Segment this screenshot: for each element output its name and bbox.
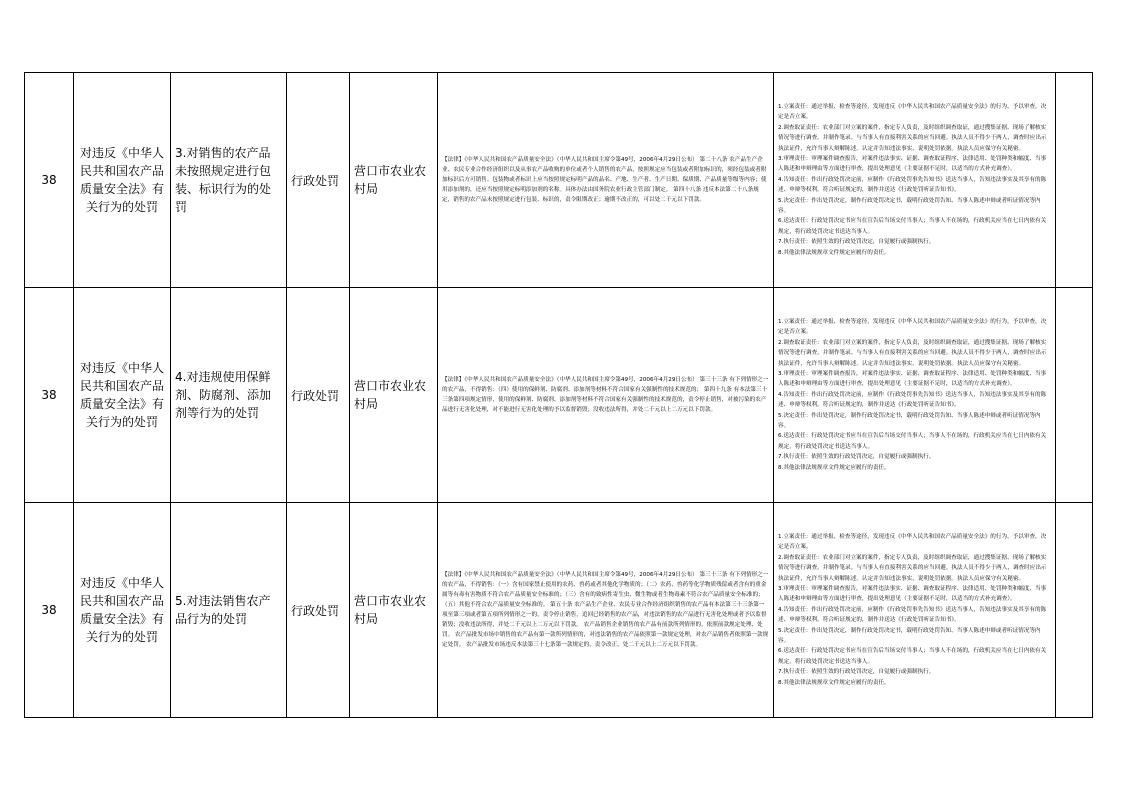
row-number: 38 [25, 503, 74, 718]
responsibility-item: 5.决定责任：作出处罚决定，制作行政处罚决定书，载明行政处罚告知、当事人陈述申辩或者听证情况等内容。 [778, 412, 1041, 430]
department: 营口市农业农村局 [350, 503, 438, 718]
sub-item-name: 5.对违法销售农产品行为的处罚 [171, 503, 287, 718]
responsibility-item: 4.告知责任：作出行政处罚决定前，应制作《行政处罚事先告知书》送达当事人，告知违法事实及其享有的陈述、申辩等权利。符合听证规定的，制作并送达《行政处罚听证告知书》。 [778, 176, 1047, 194]
item-name: 对违反《中华人民共和国农产品质量安全法》有关行为的处罚 [74, 503, 171, 718]
responsibility-item: 7.执行责任：依照生效的行政处罚决定，自觉履行或强制执行。 [778, 669, 935, 676]
row-number: 38 [25, 288, 74, 503]
responsibility-item: 6.送达责任：行政处罚决定书应当在宣告后当场交付当事人；当事人不在场的，行政机关应当在七日内依有关规定，将行政处罚决定书送达当事人。 [778, 433, 1047, 450]
sub-item-name: 3.对销售的农产品未按照规定进行包装、标识行为的处罚 [171, 73, 287, 288]
power-list-table [24, 72, 1093, 718]
item-name: 对违反《中华人民共和国农产品质量安全法》有关行为的处罚 [74, 73, 171, 288]
responsibility-item: 3.审理责任：审理案件调查报告，对案件违法事实、证据、调查取证程序、法律适用、处罚种类和幅度、当事人陈述和申辩理由等方面进行审查，提出处理意见（主要证据不足时，以适当的方式补充调查）。 [778, 585, 1047, 603]
responsibility-item: 7.执行责任：依照生效的行政处罚决定，自觉履行或强制执行。 [778, 239, 935, 246]
responsibility-list [774, 503, 1056, 718]
responsibility-item: 2.调查取证责任：农业部门对立案的案件，指定专人负责，及时组织调查取证，通过搜集证据、现场了解核实情况等进行调查，并制作笔录。与当事人有直接利害关系的应当回避。执法人员不得少于两人，调查时应出示执法证件，允许当事人辩解陈述。认定并告知违法事实，说明处罚依据。执法人员应保守有关秘密。 [778, 124, 1047, 152]
power-type: 行政处罚 [287, 503, 350, 718]
responsibility-item: 8.其他法律法规规章文件规定应履行的责任。 [778, 249, 890, 256]
responsibility-item: 4.告知责任：作出行政处罚决定前，应制作《行政处罚事先告知书》送达当事人，告知违法事实及其享有的陈述、申辩等权利。符合听证规定的，制作并送达《行政处罚听证告知书》。 [778, 391, 1047, 409]
legal-basis: 【法律】《中华人民共和国农产品质量安全法》（中华人民共和国主席令第49号，2006年4月29日公布） 第二十八条 农产品生产企业、农民专业合作经济组织以及从事农产品收购的单位或者个人销售的农产品，按照规定应当包装或者附加标识的，须经包装或者附加标识后方可销售。包装物或者标识上应当按照规定标明产品的品名、产地、生产者、生产日期、保质期、产品质量等级等内容；使用添加剂的，还应当按照规定标明添加剂的名称。具体办法由国务院农业行政主管部门制定。 第四十八条 违反本法第二十八条规定，销售的农产品未按照规定进行包装、标识的，责令限期改正；逾期不改正的，可以处二千元以下罚款。 [438, 73, 774, 288]
power-type: 行政处罚 [287, 288, 350, 503]
responsibility-item: 5.决定责任：作出处罚决定，制作行政处罚决定书，载明行政处罚告知、当事人陈述申辩或者听证情况等内容。 [778, 197, 1041, 215]
responsibility-item: 1.立案责任：通过举报、检查等途径，发现违反《中华人民共和国农产品质量安全法》的行为，予以审查，决定是否立案。 [778, 533, 1047, 551]
row-number: 38 [25, 73, 74, 288]
responsibility-item: 8.其他法律法规规章文件规定应履行的责任。 [778, 464, 890, 471]
responsibility-item: 1.立案责任：通过举报、检查等途径，发现违反《中华人民共和国农产品质量安全法》的行为，予以审查，决定是否立案。 [778, 318, 1047, 336]
responsibility-list [774, 73, 1056, 288]
table-row [25, 288, 1093, 503]
power-type: 行政处罚 [287, 73, 350, 288]
legal-basis: 【法律】《中华人民共和国农产品质量安全法》（中华人民共和国主席令第49号，2006年4月29日公布） 第三十三条 有下列情形之一的农产品，不得销售：（四）使用的保鲜剂、防腐剂、添加剂等材料不符合国家有关强制性的技术规范的； 第四十九条 有本法第三十三条第四项规定情形，使用的保鲜剂、防腐剂、添加剂等材料不符合国家有关强制性的技术规范的，责令停止销售，对被污染的农产品进行无害化处理，对不能进行无害化处理的予以监督销毁；没收违法所得，并处二千元以上二万元以下罚款。 [438, 288, 774, 503]
sub-item-name: 4.对违规使用保鲜剂、防腐剂、添加剂等行为的处罚 [171, 288, 287, 503]
responsibility-item: 6.送达责任：行政处罚决定书应当在宣告后当场交付当事人；当事人不在场的，行政机关应当在七日内依有关规定，将行政处罚决定书送达当事人。 [778, 648, 1047, 665]
responsibility-item: 1.立案责任：通过举报、检查等途径，发现违反《中华人民共和国农产品质量安全法》的行为，予以审查，决定是否立案。 [778, 103, 1047, 121]
responsibility-item: 6.送达责任：行政处罚决定书应当在宣告后当场交付当事人；当事人不在场的，行政机关应当在七日内依有关规定，将行政处罚决定书送达当事人。 [778, 218, 1047, 235]
table-row [25, 503, 1093, 718]
remarks-cell [1056, 73, 1093, 288]
legal-basis: 【法律】《中华人民共和国农产品质量安全法》（中华人民共和国主席令第49号，2006年4月29日公布） 第三十三条 有下列情形之一的农产品，不得销售：（一）含有国家禁止使用的农药、兽药或者其他化学物质的；（二）农药、兽药等化学物质残留或者含有的重金属等有毒有害物质不符合农产品质量安全标准的；（三）含有的致病性寄生虫、微生物或者生物毒素不符合农产品质量安全标准的；（五）其他不符合农产品质量安全标准的。 第五十条 农产品生产企业、农民专业合作经济组织销售的农产品有本法第三十三条第一项至第三项或者第五项所列情形之一的，责令停止销售，追回已经销售的农产品，对违法销售的农产品进行无害化处理或者予以监督销毁；没收违法所得，并处二千元以上二万元以下罚款。 农产品销售企业销售的农产品有前款所列情形的，依照前款规定处理、处罚。 农产品批发市场中销售的农产品有第一款所列情形的，对违法销售的农产品依照第一款规定处理，对农产品销售者依照第一款规定处罚。 农产品批发市场违反本法第三十七条第一款规定的，责令改正，处二千元以上二万元以下罚款。 [438, 503, 774, 718]
table-row [25, 73, 1093, 288]
department: 营口市农业农村局 [350, 288, 438, 503]
remarks-cell [1056, 503, 1093, 718]
responsibility-item: 8.其他法律法规规章文件规定应履行的责任。 [778, 679, 890, 686]
responsibility-item: 5.决定责任：作出处罚决定，制作行政处罚决定书，载明行政处罚告知、当事人陈述申辩或者听证情况等内容。 [778, 627, 1041, 645]
item-name: 对违反《中华人民共和国农产品质量安全法》有关行为的处罚 [74, 288, 171, 503]
responsibility-item: 2.调查取证责任：农业部门对立案的案件，指定专人负责，及时组织调查取证，通过搜集证据、现场了解核实情况等进行调查，并制作笔录。与当事人有直接利害关系的应当回避。执法人员不得少于两人，调查时应出示执法证件，允许当事人辩解陈述。认定并告知违法事实，说明处罚依据。执法人员应保守有关秘密。 [778, 339, 1047, 367]
responsibility-item: 7.执行责任：依照生效的行政处罚决定，自觉履行或强制执行。 [778, 454, 935, 461]
responsibility-list [774, 288, 1056, 503]
remarks-cell [1056, 288, 1093, 503]
department: 营口市农业农村局 [350, 73, 438, 288]
responsibility-item: 3.审理责任：审理案件调查报告，对案件违法事实、证据、调查取证程序、法律适用、处罚种类和幅度、当事人陈述和申辩理由等方面进行审查，提出处理意见（主要证据不足时，以适当的方式补充调查）。 [778, 370, 1047, 388]
responsibility-item: 2.调查取证责任：农业部门对立案的案件，指定专人负责，及时组织调查取证，通过搜集证据、现场了解核实情况等进行调查，并制作笔录。与当事人有直接利害关系的应当回避。执法人员不得少于两人，调查时应出示执法证件，允许当事人辩解陈述。认定并告知违法事实，说明处罚依据。执法人员应保守有关秘密。 [778, 554, 1047, 582]
responsibility-item: 4.告知责任：作出行政处罚决定前，应制作《行政处罚事先告知书》送达当事人，告知违法事实及其享有的陈述、申辩等权利。符合听证规定的，制作并送达《行政处罚听证告知书》。 [778, 606, 1047, 624]
responsibility-item: 3.审理责任：审理案件调查报告，对案件违法事实、证据、调查取证程序、法律适用、处罚种类和幅度、当事人陈述和申辩理由等方面进行审查，提出处理意见（主要证据不足时，以适当的方式补充调查）。 [778, 155, 1047, 173]
